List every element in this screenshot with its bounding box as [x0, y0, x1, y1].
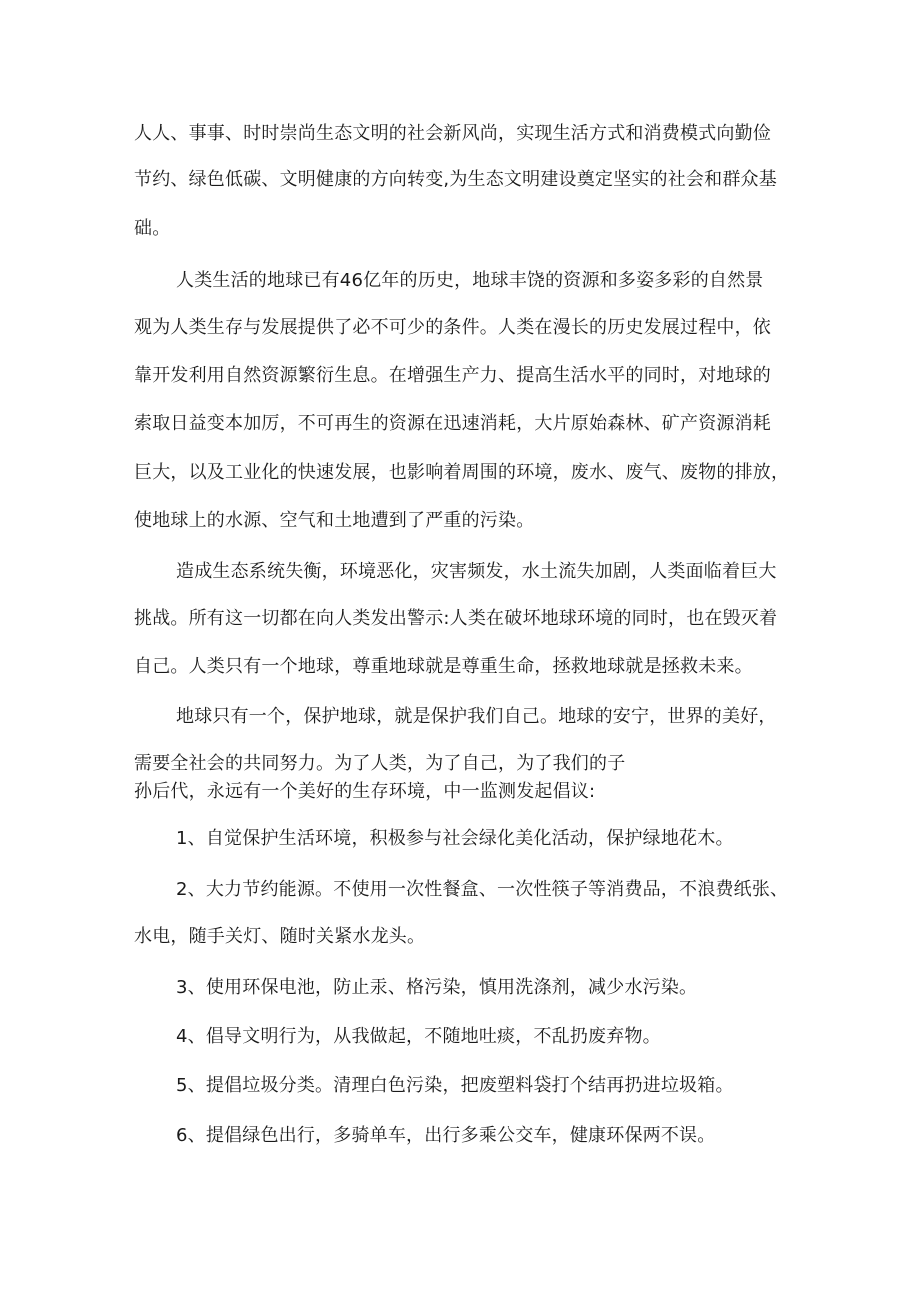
text-line: 节约、绿色低碳、文明健康的方向转变,为生态文明建设奠定坚实的社会和群众基 — [134, 169, 777, 190]
text-line: 索取日益变本加厉，不可再生的资源在迅速消耗，大片原始森林、矿产资源消耗 — [134, 413, 771, 434]
text-line: 水电，随手关灯、随时关紧水龙头。 — [134, 926, 426, 947]
text-line: 础。 — [134, 218, 171, 239]
text-line: 自己。人类只有一个地球，尊重地球就是尊重生命，拯救地球就是拯救未来。 — [134, 656, 753, 677]
text-line: 靠开发利用自然资源繁衍生息。在增强生产力、提高生活水平的同时，对地球的 — [134, 365, 771, 386]
list-item: 6、提倡绿色出行，多骑单车，出行多乘公交车，健康环保两不误。 — [176, 1125, 716, 1146]
list-item: 4、倡导文明行为，从我做起，不随地吐痰，不乱扔废弃物。 — [176, 1026, 661, 1047]
text-line: 巨大，以及工业化的快速发展，也影响着周围的环境，废水、废气、废物的排放， — [134, 462, 790, 483]
text-line: 造成生态系统失衡，环境恶化，灾害频发，水土流失加剧，人类面临着巨大 — [176, 561, 777, 582]
text-line: 人人、事事、时时崇尚生态文明的社会新风尚，实现生活方式和消费模式向勤俭 — [134, 123, 771, 144]
text-line: 孙后代，永远有一个美好的生存环境，中一监测发起倡议: — [134, 781, 596, 802]
text-line: 需要全社会的共同努力。为了人类，为了自己，为了我们的子 — [134, 753, 626, 774]
list-item: 1、自觉保护生活环境，积极参与社会绿化美化活动，保护绿地花木。 — [176, 828, 734, 849]
text-line: 使地球上的水源、空气和土地遭到了严重的污染。 — [134, 510, 535, 531]
text-line: 挑战。所有这一切都在向人类发出警示:人类在破坏地球环境的同时，也在毁灭着 — [134, 608, 778, 629]
text-line: 地球只有一个，保护地球，就是保护我们自己。地球的安宁，世界的美好， — [176, 706, 777, 727]
list-item: 5、提倡垃圾分类。清理白色污染，把废塑料袋打个结再扔进垃圾箱。 — [176, 1075, 734, 1096]
list-item: 2、大力节约能源。不使用一次性餐盒、一次性筷子等消费品，不浪费纸张、 — [176, 879, 789, 900]
text-line: 观为人类生存与发展提供了必不可少的条件。人类在漫长的历史发展过程中，依 — [134, 317, 771, 338]
text-line: 人类生活的地球已有46亿年的历史，地球丰饶的资源和多姿多彩的自然景 — [176, 270, 764, 291]
list-item: 3、使用环保电池，防止汞、格污染，慎用洗涤剂，减少水污染。 — [176, 977, 698, 998]
